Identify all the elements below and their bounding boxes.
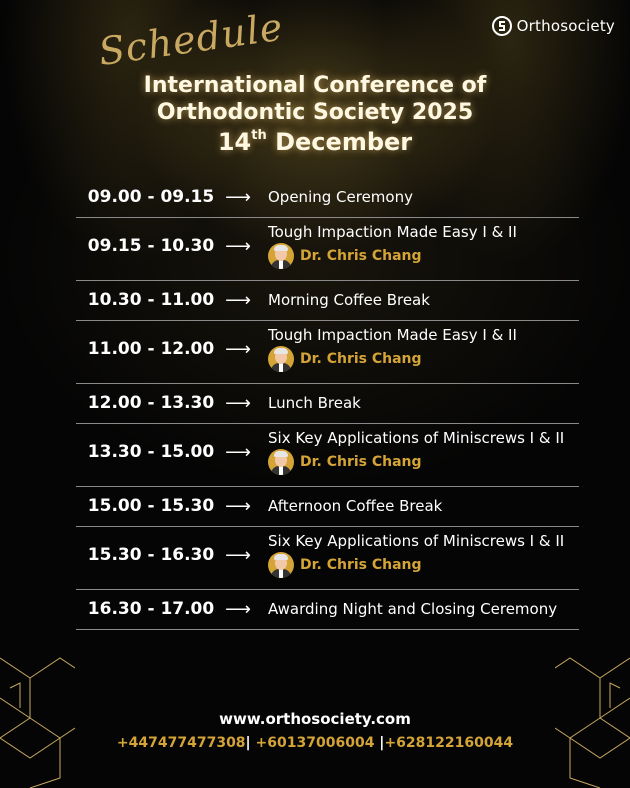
arrow-icon: ⟶ <box>225 545 251 566</box>
session-content <box>268 326 579 372</box>
session-time: 12.00 - 13.30 <box>87 393 215 413</box>
session-title: Six Key Applications of Miniscrews I & II <box>268 429 565 447</box>
phone-numbers: +447477477308| +60137006004 |+628122160044 <box>116 735 514 751</box>
schedule-row <box>76 178 579 218</box>
arrow-icon: ⟶ <box>225 290 251 311</box>
session-time: 15.30 - 16.30 <box>87 545 215 565</box>
title-line-2: Orthodontic Society 2025 <box>156 100 474 125</box>
phone-3[interactable]: +628122160044 <box>384 735 514 751</box>
schedule-row <box>76 218 579 281</box>
speaker <box>268 449 579 475</box>
arrow-icon: ⟶ <box>225 599 251 620</box>
arrow-icon: ⟶ <box>225 236 251 257</box>
session-time: 09.15 - 10.30 <box>87 236 215 256</box>
schedule-table <box>76 178 579 630</box>
phone-2[interactable]: +60137006004 <box>255 735 375 751</box>
orthosociety-logo-icon <box>491 15 513 37</box>
schedule-row <box>76 487 579 527</box>
date-day: 14 <box>217 128 252 156</box>
speaker <box>268 243 579 269</box>
speaker-avatar <box>268 243 294 269</box>
session-content <box>268 188 579 206</box>
session-content <box>268 600 579 618</box>
arrow-icon: ⟶ <box>225 393 251 414</box>
session-title: Morning Coffee Break <box>268 291 430 309</box>
event-date <box>0 128 630 156</box>
speaker-avatar <box>268 449 294 475</box>
website-link[interactable]: www.orthosociety.com <box>219 710 411 728</box>
speaker <box>268 346 579 372</box>
session-title: Lunch Break <box>268 394 361 412</box>
speaker-name: Dr. Chris Chang <box>300 351 422 367</box>
schedule-row <box>76 321 579 384</box>
speaker-name: Dr. Chris Chang <box>300 454 422 470</box>
session-time: 09.00 - 09.15 <box>87 187 215 207</box>
session-time: 11.00 - 12.00 <box>87 339 215 359</box>
session-time: 13.30 - 15.00 <box>87 442 215 462</box>
schedule-script-label: Schedule <box>95 4 286 74</box>
brand-name: Orthosociety <box>516 17 615 35</box>
date-suffix: th <box>251 128 267 143</box>
brand-logo[interactable] <box>491 15 615 37</box>
session-content <box>268 497 579 515</box>
session-title: Afternoon Coffee Break <box>268 497 443 515</box>
arrow-icon: ⟶ <box>225 187 251 208</box>
session-title: Awarding Night and Closing Ceremony <box>268 600 558 618</box>
session-content <box>268 429 579 475</box>
session-title: Tough Impaction Made Easy I & II <box>268 223 517 241</box>
schedule-row <box>76 281 579 321</box>
title-line-1: International Conference of <box>143 73 487 98</box>
arrow-icon: ⟶ <box>225 339 251 360</box>
session-time: 16.30 - 17.00 <box>87 599 215 619</box>
session-content <box>268 532 579 578</box>
session-content <box>268 394 579 412</box>
session-content <box>268 291 579 309</box>
phone-1[interactable]: +447477477308 <box>116 735 246 751</box>
schedule-row <box>76 384 579 424</box>
speaker-name: Dr. Chris Chang <box>300 557 422 573</box>
speaker-avatar <box>268 346 294 372</box>
arrow-icon: ⟶ <box>225 442 251 463</box>
session-time: 10.30 - 11.00 <box>87 290 215 310</box>
session-title: Tough Impaction Made Easy I & II <box>268 326 517 344</box>
schedule-row <box>76 424 579 487</box>
speaker-name: Dr. Chris Chang <box>300 248 422 264</box>
session-title: Opening Ceremony <box>268 188 413 206</box>
speaker <box>268 552 579 578</box>
session-time: 15.00 - 15.30 <box>87 496 215 516</box>
schedule-row <box>76 527 579 590</box>
arrow-icon: ⟶ <box>225 496 251 517</box>
schedule-row <box>76 590 579 630</box>
session-content <box>268 223 579 269</box>
contact-footer <box>0 710 630 751</box>
conference-title <box>0 72 630 126</box>
session-title: Six Key Applications of Miniscrews I & II <box>268 532 565 550</box>
date-month: December <box>275 128 413 156</box>
speaker-avatar <box>268 552 294 578</box>
